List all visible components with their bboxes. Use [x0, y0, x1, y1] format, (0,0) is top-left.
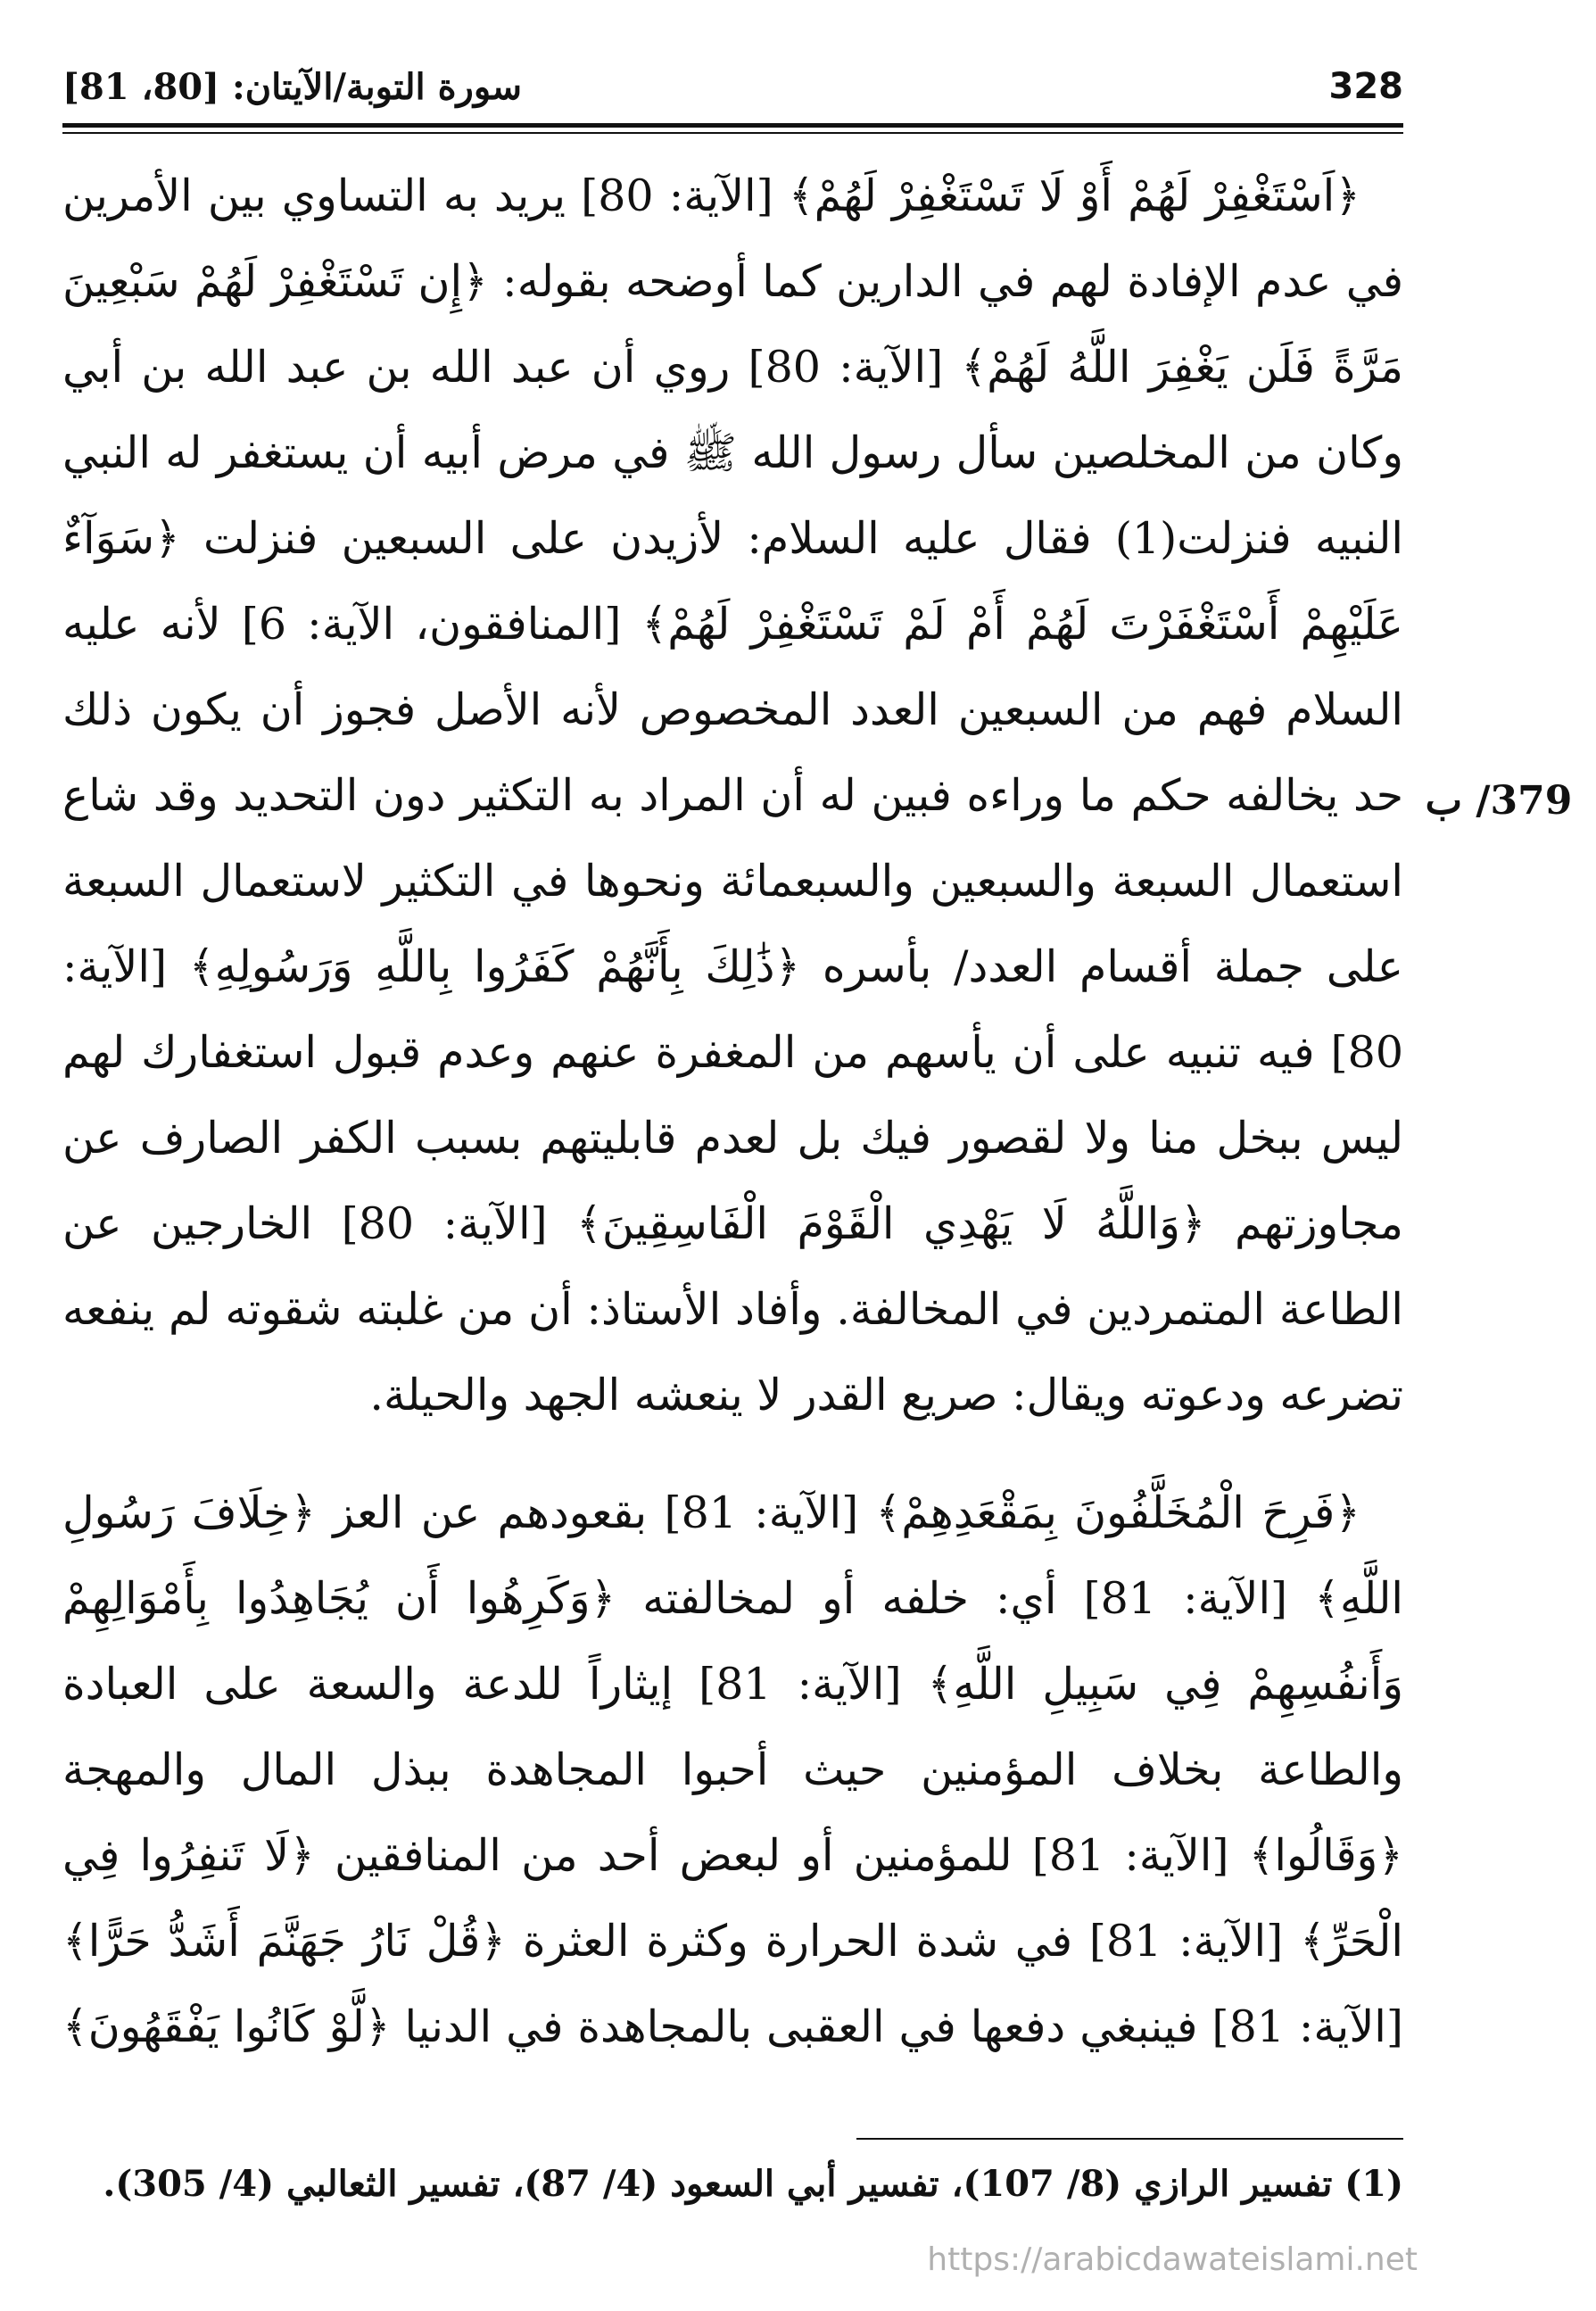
running-title: سورة التوبة/الآيتان: [80، 81] — [62, 65, 523, 108]
watermark-url: https://arabicdawateislami.net — [927, 2241, 1418, 2278]
page-header — [62, 55, 1403, 118]
manuscript-folio-note: 379/ ب — [1425, 778, 1573, 824]
paragraph-2: ﴿فَرِحَ الْمُخَلَّفُونَ بِمَقْعَدِهِمْ﴾ [الآية: 81] بقعودهم عن العز ﴿خِلَافَ رَسُولِ اللَّهِ﴾ [الآية: 81] أي: خلفه أو لمخالفته ﴿وَكَرِهُوا أَن يُجَاهِدُوا بِأَمْوَالِهِمْ وَأَنفُسِهِمْ فِي سَبِيلِ اللَّهِ﴾ [الآية: 81] إيثاراً للدعة والسعة على العبادة والطاعة بخلاف المؤمنين حيث أحبوا المجاهدة ببذل المال والمهجة ﴿وَقَالُوا﴾ [الآية: 81] للمؤمنين أو لبعض أحد من المنافقين ﴿لَا تَنفِرُوا فِي الْحَرِّ﴾ [الآية: 81] في شدة الحرارة وكثرة العثرة ﴿قُلْ نَارُ جَهَنَّمَ أَشَدُّ حَرًّا﴾ [الآية: 81] فينبغي دفعها في العقبى بالمجاهدة في الدنيا ﴿لَّوْ كَانُوا يَفْقَهُونَ﴾ — [62, 1487, 1403, 2052]
paragraph-1: ﴿اَسْتَغْفِرْ لَهُمْ أَوْ لَا تَسْتَغْفِرْ لَهُمْ﴾ [الآية: 80] يريد به التساوي بين الأمرين في عدم الإفادة لهم في الدارين كما أوضحه بقوله: ﴿إِن تَسْتَغْفِرْ لَهُمْ سَبْعِينَ مَرَّةً فَلَن يَغْفِرَ اللَّهُ لَهُمْ﴾ [الآية: 80] روي أن عبد الله بن عبد الله بن أبي وكان من المخلصين سأل رسول الله ﷺ في مرض أبيه أن يستغفر له النبي النبيه فنزلت(1) فقال عليه السلام: لأزيدن على السبعين فنزلت ﴿سَوَآءٌ عَلَيْهِمْ أَسْتَغْفَرْتَ لَهُمْ أَمْ لَمْ تَسْتَغْفِرْ لَهُمْ﴾ [المنافقون، الآية: 6] لأنه عليه السلام فهم من السبعين العدد المخصوص لأنه الأصل فجوز أن يكون ذلك حد يخالفه حكم ما وراءه فبين له أن المراد به التكثير دون التحديد وقد شاع استعمال السبعة والسبعين والسبعمائة ونحوها في التكثير لاستعمال السبعة على جملة أقسام العدد/ بأسره ﴿ذَٰلِكَ بِأَنَّهُمْ كَفَرُوا بِاللَّهِ وَرَسُولِهِ﴾ [الآية: 80] فيه تنبيه على أن يأسهم من المغفرة عنهم وعدم قبول استغفارك لهم ليس ببخل منا ولا لقصور فيك بل لعدم قابليتهم بسبب الكفر الصارف عن مجاوزتهم ﴿وَاللَّهُ لَا يَهْدِي الْقَوْمَ الْفَاسِقِينَ﴾ [الآية: 80] الخارجين عن الطاعة المتمردين في المخالفة. وأفاد الأستاذ: أن من غلبته شقوته لم ينفعه تضرعه ودعوته ويقال: صريع القدر لا ينعشه الجهد والحيلة. — [62, 170, 1403, 1421]
main-text — [62, 153, 1403, 2081]
header-rule-thick — [62, 123, 1403, 128]
footnote-rule — [856, 2138, 1403, 2140]
header-rule-thin — [62, 132, 1403, 134]
page-number: 328 — [1328, 66, 1403, 107]
footnote: (1) تفسير الرازي (8/ 107)، تفسير أبي السعود (4/ 87)، تفسير الثعالبي (4/ 305). — [103, 2163, 1403, 2205]
